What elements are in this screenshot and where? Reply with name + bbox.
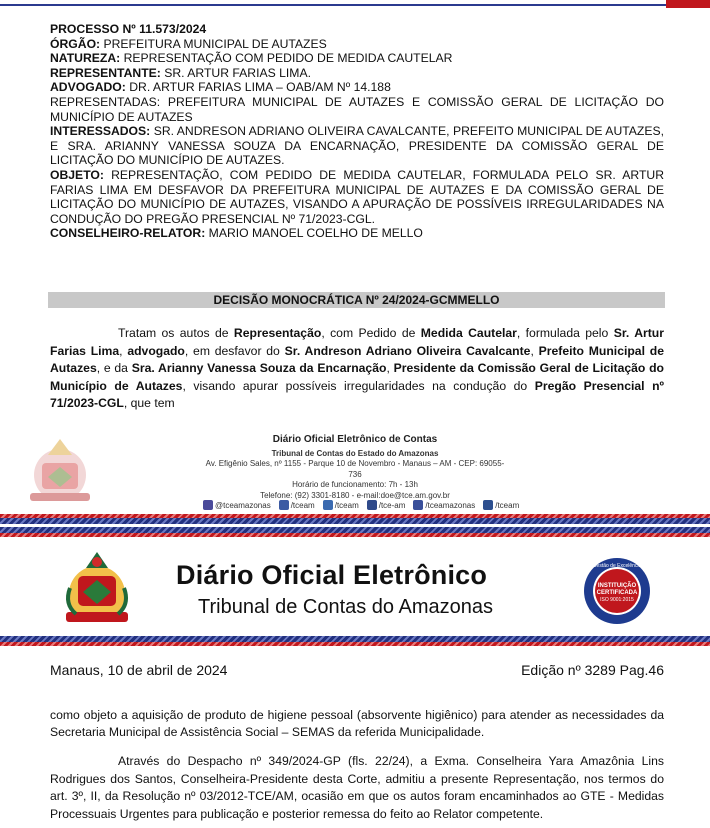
social-linkedin[interactable]: /tceam	[483, 500, 519, 510]
social-youtube[interactable]: /tceamazonas	[413, 500, 475, 510]
facebook-icon	[279, 500, 289, 510]
social-instagram[interactable]: @tceamazonas	[203, 500, 271, 510]
flickr-icon	[367, 500, 377, 510]
footer-org: Tribunal de Contas do Estado do Amazonas	[271, 448, 439, 458]
social-twitter[interactable]: /tceam	[323, 500, 359, 510]
iso-certification-seal-icon	[582, 556, 652, 626]
footer-phone: Telefone: (92) 3301-8180 - e-mail:doe@tce.am.gov.br	[260, 490, 450, 500]
decision-title: DECISÃO MONOCRÁTICA Nº 24/2024-GCMMELLO	[48, 292, 665, 308]
edition-page: Edição nº 3289 Pag.46	[521, 662, 664, 678]
linkedin-icon	[483, 500, 493, 510]
conselheiro-line: CONSELHEIRO-RELATOR: MARIO MANOEL COELHO DE MELLO	[50, 226, 423, 241]
objeto-line: OBJETO: REPRESENTAÇÃO, COM PEDIDO DE MEDIDA CAUTELAR, FORMULADA PELO SR. ARTUR FARIAS LIMA EM DESFAVOR DA PREFEITURA MUNICIPAL DE AUTAZES E DA COMISSÃO GERAL DE LICITAÇÃO DO MUNICÍPIO DE AUTAZES, VISANDO A APURAÇÃO DE POSSÍVEIS IRREGULARIDADES NA CONDUÇÃO DO PREGÃO PRESENCIAL Nº 71/2023-CGL.	[50, 167, 664, 226]
divider-stripe-top	[0, 514, 710, 524]
interessados-line: INTERESSADOS: SR. ANDRESON ADRIANO OLIVEIRA CAVALCANTE, PREFEITO MUNICIPAL DE AUTAZES, E SRA. ARIANNY VANESSA SOUZA DA ENCARNAÇÃO, PRESIDENTE DA COMISSÃO GERAL DE LICITAÇÃO DO MUNICÍPIO DE AUTAZES.	[50, 124, 664, 168]
svg-text:ISO 9001:2015: ISO 9001:2015	[600, 597, 634, 603]
masthead-title: Diário Oficial Eletrônico	[176, 560, 488, 590]
amazonas-emblem-icon	[58, 548, 136, 628]
orgao-line: ÓRGÃO: PREFEITURA MUNICIPAL DE AUTAZES	[50, 36, 327, 51]
footer-title: Diário Oficial Eletrônico de Contas	[272, 434, 438, 445]
twitter-icon	[323, 500, 333, 510]
svg-text:INSTITUIÇÃO: INSTITUIÇÃO	[597, 583, 637, 589]
masthead-subtitle: Tribunal de Contas do Amazonas	[198, 596, 493, 618]
process-metadata	[50, 22, 664, 241]
advogado-line: ADVOGADO: DR. ARTUR FARIAS LIMA – OAB/AM Nº 14.188	[50, 80, 391, 95]
continuation-paragraph: como objeto a aquisição de produto de higiene pessoal (absorvente higiênico) para atender as necessidades da Secretaria Municipal de Assistência Social – SEMAS da referida Municipalidade.	[50, 708, 664, 739]
top-rule-red	[666, 0, 710, 8]
footer-text	[200, 435, 510, 501]
page-footer	[0, 425, 710, 513]
footer-address: Av. Efigênio Sales, nº 1155 - Parque 10 de Novembro - Manaus – AM - CEP: 69055-736	[205, 459, 505, 479]
tce-emblem-icon	[20, 433, 100, 509]
social-facebook[interactable]: /tceam	[279, 500, 315, 510]
processo-line: PROCESSO Nº 11.573/2024	[50, 22, 207, 36]
svg-text:Gestão de Excelência: Gestão de Excelência	[592, 563, 642, 569]
representadas-line: REPRESENTADAS: PREFEITURA MUNICIPAL DE AUTAZES E COMISSÃO GERAL DE LICITAÇÃO DO MUNICÍPIO DE AUTAZES	[50, 94, 664, 124]
instagram-icon	[203, 500, 213, 510]
social-links	[203, 499, 523, 511]
divider-stripe-bottom	[0, 636, 710, 646]
natureza-line: NATUREZA: REPRESENTAÇÃO COM PEDIDO DE MEDIDA CAUTELAR	[50, 51, 453, 66]
intro-paragraph: Tratam os autos de Representação, com Pedido de Medida Cautelar, formulada pelo Sr. Artur Farias Lima, advogado, em desfavor do Sr. Andreson Adriano Oliveira Cavalcante, Prefeito Municipal de Autazes, e da Sra. Arianny Vanessa Souza da Encarnação, Presidente da Comissão Geral de Licitação do Município de Autazes, visando apurar possíveis irregularidades na condução do Pregão Presencial nº 71/2023-CGL, que tem	[50, 326, 664, 411]
top-rule	[0, 0, 710, 10]
footer-hours: Horário de funcionamento: 7h - 13h	[292, 480, 418, 489]
youtube-icon	[413, 500, 423, 510]
representante-line: REPRESENTANTE: SR. ARTUR FARIAS LIMA.	[50, 65, 311, 80]
social-flickr[interactable]: /tce-am	[367, 500, 406, 510]
masthead	[0, 538, 710, 636]
top-rule-blue	[0, 4, 666, 6]
issue-date: Manaus, 10 de abril de 2024	[50, 662, 228, 678]
despacho-paragraph: Através do Despacho nº 349/2024-GP (fls. 22/24), a Exma. Conselheira Yara Amazônia Lins Rodrigues dos Santos, Conselheira-Presidente desta Corte, admitiu a presente Representação, nos termos do art. 3º, II, da Resolução nº 03/2012-TCE/AM, ocasião em que os autos foram encaminhados ao GTE - Medidas Processuais Urgentes para publicação e posterior remessa do feito ao Relator competente.	[50, 754, 664, 821]
svg-text:CERTIFICADA: CERTIFICADA	[596, 590, 638, 596]
divider-stripe-mid	[0, 527, 710, 537]
